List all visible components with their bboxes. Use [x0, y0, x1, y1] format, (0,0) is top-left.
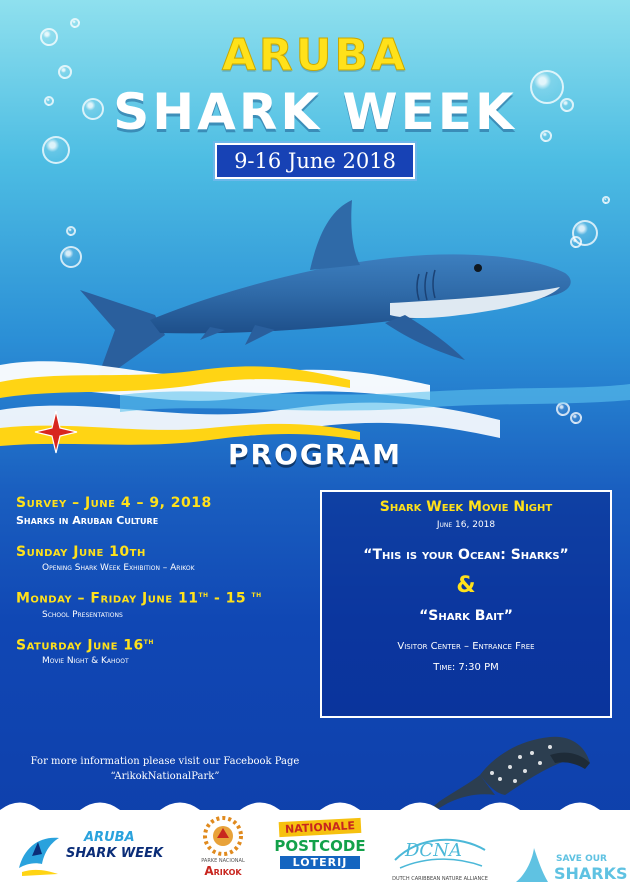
event-title-text: Saturday June 16 [16, 637, 144, 654]
dcna-name: DCNA [405, 840, 462, 861]
movie-time: Time: 7:30 PM [433, 662, 499, 673]
event-title-text: Sunday June 10th [16, 544, 146, 560]
event-saturday [16, 637, 316, 667]
postcode-line-1: NATIONALE [279, 818, 362, 837]
event-title-mid: - 15 [208, 590, 252, 607]
event-title [16, 590, 316, 607]
postcode-loterij-logo [270, 820, 370, 878]
event-subtitle: School Presentations [42, 609, 123, 620]
save-our-sharks-logo [510, 844, 628, 890]
event-title [16, 495, 316, 511]
dcna-logo [385, 822, 495, 888]
aruba-shark-week-logo [14, 824, 164, 884]
event-subtitle: Sharks in Aruban Culture [16, 514, 159, 527]
event-title-sup: th [198, 590, 209, 599]
event-title [16, 544, 316, 560]
sponsor-footer [0, 810, 630, 890]
postcode-line-2: POSTCODE [274, 837, 366, 855]
bubble [602, 196, 610, 204]
shark-logo-icon [14, 828, 64, 878]
event-title-sup: th [251, 590, 262, 599]
event-title-text: Survey – June 4 – 9, 2018 [16, 495, 212, 511]
arikok-emblem-icon [201, 814, 245, 858]
postcode-line-3: LOTERIJ [280, 856, 360, 869]
movie-night-box [320, 490, 612, 718]
event-subtitle: Movie Night & Kahoot [42, 656, 129, 667]
info-text [10, 754, 320, 784]
program-heading: PROGRAM [228, 438, 402, 471]
event-title-sup: th [143, 636, 154, 646]
save-our-text: SAVE OUR [556, 854, 607, 864]
sharks-text: SHARKS [554, 864, 628, 883]
movie-night-title: Shark Week Movie Night [379, 499, 553, 515]
bubble [70, 18, 80, 28]
event-sunday [16, 544, 316, 573]
info-line-1: For more information please visit our Facebook Page [30, 756, 300, 767]
movie-venue: Visitor Center – Entrance Free [397, 641, 535, 652]
event-title [16, 637, 316, 654]
movie-night-date: June 16, 2018 [436, 520, 496, 530]
shark-week-logo-text: SHARK WEEK [66, 846, 164, 861]
event-subtitle: Opening Shark Week Exhibition – Arikok [42, 563, 195, 573]
event-survey [16, 495, 316, 527]
arikok-logo [188, 814, 258, 890]
event-title-text: Monday – Friday June 11 [16, 590, 199, 607]
film-title-1: “This is your Ocean: Sharks” [363, 547, 569, 563]
title-shark-week: SHARK WEEK [113, 83, 517, 141]
dcna-small-text: DUTCH CARIBBEAN NATURE ALLIANCE [392, 876, 488, 882]
program-events [16, 495, 316, 683]
save-sharks-fin-icon [512, 846, 552, 886]
info-line-2: “ArikokNationalPark” [110, 771, 220, 782]
ampersand: & [456, 573, 476, 598]
title-aruba: ARUBA [221, 30, 409, 81]
arikok-small-text: PARKE NACIONAL [201, 858, 245, 864]
arikok-name: Arikok [204, 864, 242, 878]
event-monday-friday [16, 590, 316, 620]
date-box: 9-16 June 2018 [215, 143, 415, 179]
film-title-2: “Shark Bait” [419, 608, 513, 624]
aruba-logo-text: ARUBA [84, 830, 135, 845]
